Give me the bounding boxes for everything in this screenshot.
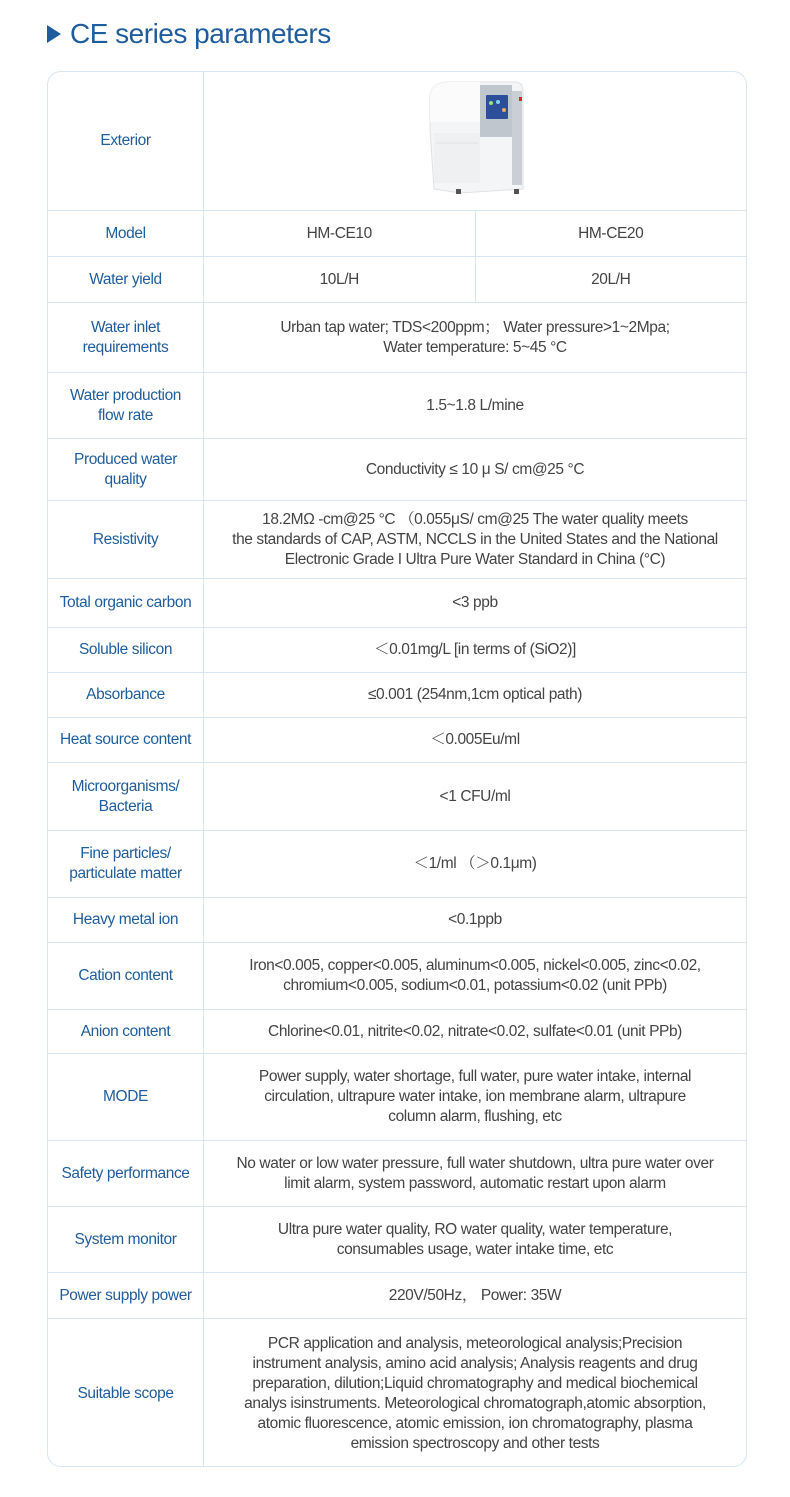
row-label: Water inlet requirements xyxy=(48,303,204,372)
row-value: No water or low water pressure, full water shutdown, ultra pure water over limit alarm, system password, automatic restart upon alarm xyxy=(236,1154,714,1192)
row-label: Resistivity xyxy=(48,501,204,578)
row-label: Water yield xyxy=(48,257,204,302)
table-row xyxy=(48,1319,746,1467)
row-label: Anion content xyxy=(48,1010,204,1053)
row-label: Exterior xyxy=(48,72,204,210)
row-value: PCR application and analysis, meteorological analysis;Precision instrument analysis, amino acid analysis; Analysis reagents and drug preparation, dilution;Liquid chromatography and medical biochemical analys isinstruments. Meteorological chromatograph,atomic absorption, atomic fluorescence, atomic emission, ion chromatography, plasma emission spectroscopy and other tests xyxy=(244,1334,706,1452)
triangle-right-icon xyxy=(47,25,61,43)
model-value: HM-CE10 xyxy=(306,224,372,242)
table-row xyxy=(48,718,746,763)
row-label: Absorbance xyxy=(48,673,204,717)
table-row xyxy=(48,1054,746,1141)
row-label: Cation content xyxy=(48,943,204,1009)
row-label: Soluble silicon xyxy=(48,628,204,672)
row-label: Water production flow rate xyxy=(48,373,204,438)
row-value: ＜1/ml （＞0.1μm) xyxy=(413,855,537,872)
parameters-table xyxy=(47,71,747,1467)
row-label: Suitable scope xyxy=(48,1319,204,1467)
row-value: Power supply, water shortage, full water, pure water intake, internal circulation, ultrapure water intake, ion membrane alarm, ultrapure column alarm, flushing, etc xyxy=(258,1068,692,1125)
section-title xyxy=(47,14,331,54)
table-row xyxy=(48,831,746,898)
water-yield-value: 10L/H xyxy=(319,270,359,288)
water-yield-value: 20L/H xyxy=(475,257,747,302)
row-value: ≤0.001 (254nm,1cm optical path) xyxy=(367,686,583,703)
table-row xyxy=(48,373,746,439)
row-value: <1 CFU/ml xyxy=(439,787,511,805)
row-label: Model xyxy=(48,211,204,256)
table-row xyxy=(48,943,746,1010)
row-value: <3 ppb xyxy=(452,594,498,611)
row-value: 220V/50Hz， Power: 35W xyxy=(388,1286,562,1304)
row-value: 18.2MΩ -cm@25 °C （0.055μS/ cm@25 The water quality meets the standards of CAP, ASTM, NCCLS in the United States and the National Electronic Grade I Ultra Pure Water Standard in China (°C) xyxy=(232,510,718,568)
table-row xyxy=(48,628,746,673)
table-row xyxy=(48,1207,746,1273)
table-row xyxy=(48,303,746,373)
table-row xyxy=(48,439,746,501)
table-row xyxy=(48,579,746,628)
row-value: ＜0.01mg/L [in terms of (SiO2)] xyxy=(374,641,576,658)
row-value: 1.5~1.8 L/mine xyxy=(426,396,524,414)
row-label: Microorganisms/ Bacteria xyxy=(48,763,204,830)
table-row-water-yield xyxy=(48,257,746,303)
row-label: Heavy metal ion xyxy=(48,898,204,942)
model-value: HM-CE20 xyxy=(475,211,747,256)
row-value: Iron<0.005, copper<0.005, aluminum<0.005, nickel<0.005, zinc<0.02, chromium<0.005, sodium<0.01, potassium<0.02 (unit PPb) xyxy=(249,957,701,994)
row-label: Heat source content xyxy=(48,718,204,762)
row-value: Chlorine<0.01, nitrite<0.02, nitrate<0.02, sulfate<0.01 (unit PPb) xyxy=(268,1022,682,1040)
exterior-image-cell xyxy=(204,72,746,210)
table-row xyxy=(48,501,746,579)
row-value: Urban tap water; TDS<200ppm； Water pressure>1~2Mpa; Water temperature: 5~45 °C xyxy=(280,318,670,356)
table-row xyxy=(48,898,746,943)
table-row xyxy=(48,1273,746,1319)
table-row xyxy=(48,1141,746,1207)
row-value: Conductivity ≤ 10 μ S/ cm@25 °C xyxy=(365,460,585,478)
row-label: Safety performance xyxy=(48,1141,204,1206)
row-label: System monitor xyxy=(48,1207,204,1272)
row-label: Fine particles/ particulate matter xyxy=(48,831,204,897)
row-value: <0.1ppb xyxy=(448,911,502,928)
table-row xyxy=(48,763,746,831)
row-label: Produced water quality xyxy=(48,439,204,500)
water-purifier-device-image xyxy=(420,77,530,205)
table-row xyxy=(48,1010,746,1054)
section-title-text: CE series parameters xyxy=(70,18,331,49)
table-row-model xyxy=(48,211,746,257)
table-row-exterior xyxy=(48,72,746,211)
row-label: MODE xyxy=(48,1054,204,1140)
row-value: Ultra pure water quality, RO water quality, water temperature, consumables usage, water intake time, etc xyxy=(277,1220,673,1258)
row-label: Total organic carbon xyxy=(48,579,204,627)
table-row xyxy=(48,673,746,718)
row-value: ＜0.005Eu/ml xyxy=(430,731,520,748)
row-label: Power supply power xyxy=(48,1273,204,1318)
